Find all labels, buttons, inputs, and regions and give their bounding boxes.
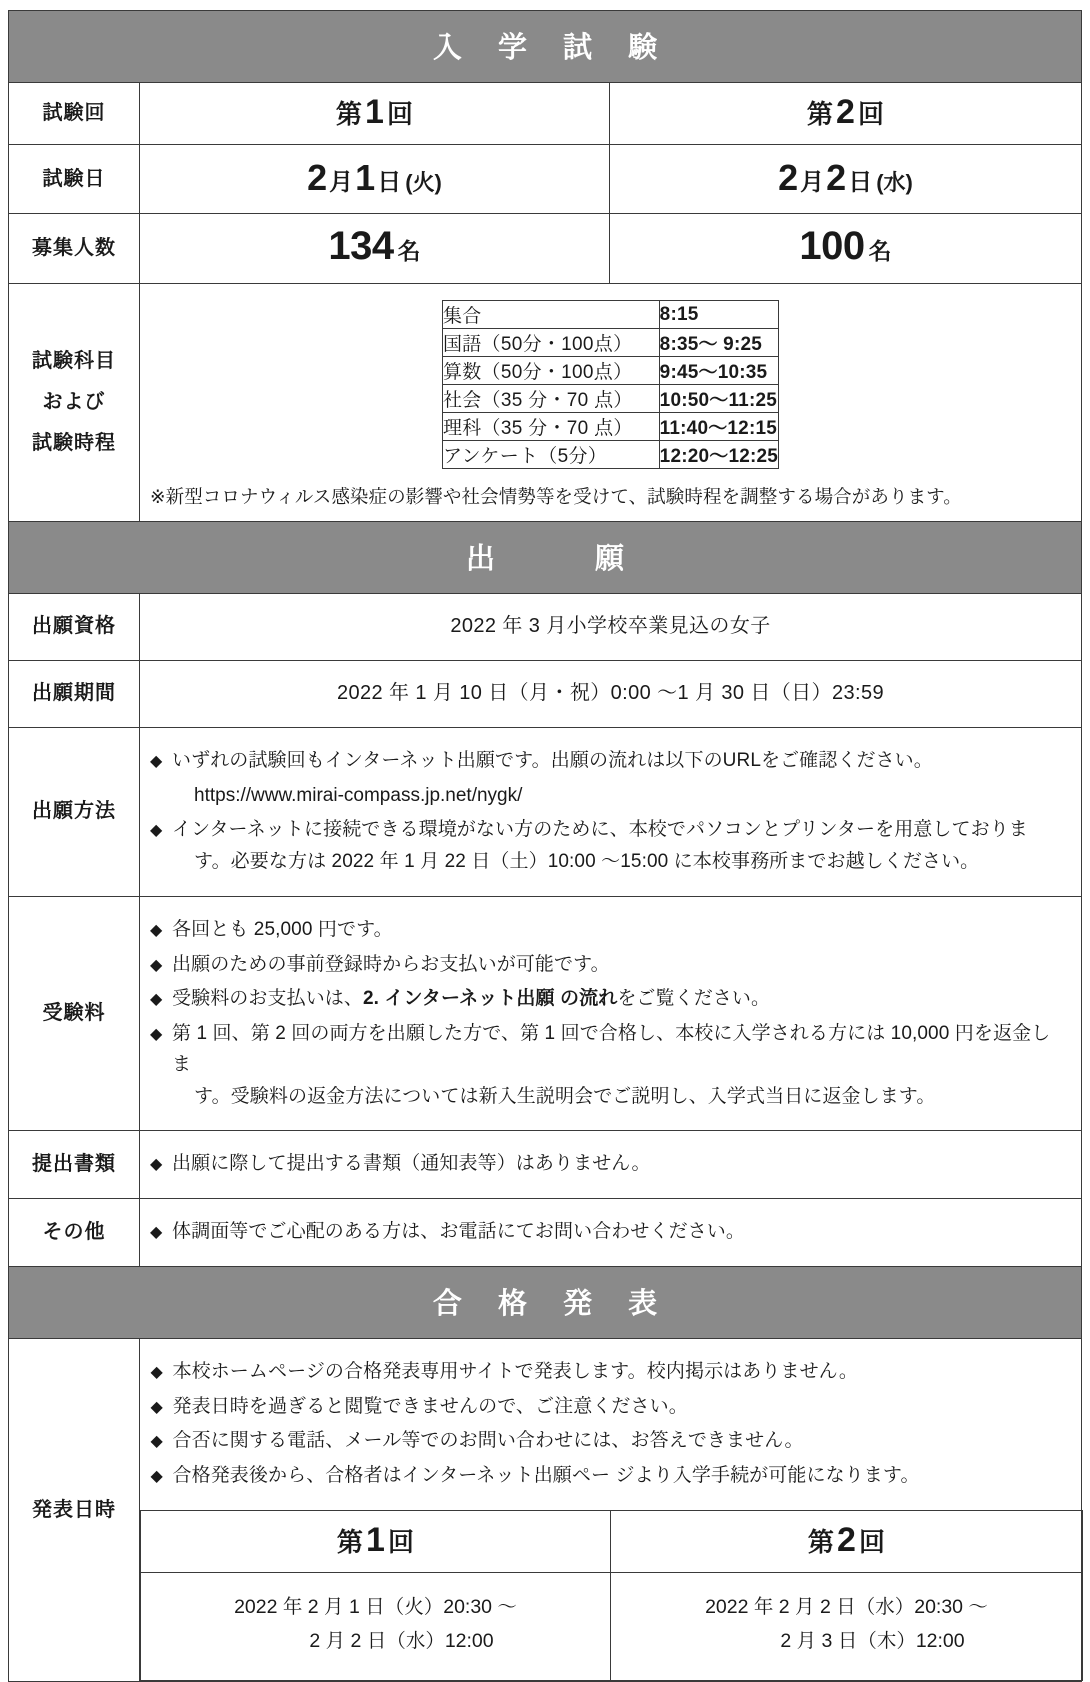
list-item (150, 984, 1067, 1015)
exam-date-2-day-unit: 日 (848, 169, 873, 196)
exam-date-1 (140, 145, 610, 214)
list-item (150, 915, 1067, 946)
other-value (140, 1199, 1082, 1267)
list-item (151, 1426, 1069, 1457)
table-row-period (9, 660, 1082, 727)
method-bullet-list (150, 746, 1067, 878)
list-item (151, 1392, 1069, 1423)
list-item (151, 1461, 1069, 1492)
list-item (150, 1019, 1067, 1112)
exam-date-1-month-unit: 月 (329, 169, 354, 196)
results-value (140, 1338, 1082, 1681)
admission-table (8, 10, 1082, 1682)
results-note-1: 本校ホームページの合格発表専用サイトで発表します。校内掲示はありません。 (172, 1360, 859, 1382)
exam-timetable (442, 300, 779, 469)
exam-date-2-month-unit: 月 (800, 169, 825, 196)
timetable-row (442, 441, 778, 469)
timetable-row (442, 329, 778, 357)
diamond-bullet-icon: ◆ (150, 1363, 163, 1381)
table-row-fee (9, 896, 1082, 1131)
table-row-exam-capacity (9, 214, 1082, 284)
section-title-application: 出 願 (9, 521, 1082, 593)
timetable-subject: 社会（35 分・70 点） (442, 385, 659, 413)
results-round-1-prefix: 第 (337, 1527, 364, 1557)
exam-capacity-2-unit: 名 (868, 238, 892, 264)
results-notes-row (141, 1339, 1083, 1511)
method-bullet-2-line2: す。必要な方は 2022 年 1 月 22 日（土）10:00 〜15:00 に本校事務所までお越しください。 (194, 851, 980, 873)
diamond-bullet-icon: ◆ (150, 1156, 163, 1174)
results-round-1 (141, 1511, 611, 1573)
diamond-bullet-icon: ◆ (150, 921, 163, 939)
table-row-exam-round (9, 83, 1082, 145)
exam-capacity-1-unit: 名 (397, 238, 421, 264)
results-date-2-line2: 2 月 3 日（木）12:00 (780, 1629, 965, 1652)
diamond-bullet-icon: ◆ (150, 991, 163, 1009)
timetable-time: 9:45〜10:35 (659, 357, 778, 385)
other-text: 体調面等でご心配のある方は、お電話にてお問い合わせください。 (172, 1221, 746, 1243)
exam-round-1-suffix: 回 (386, 99, 413, 129)
timetable-subject: 理科（35 分・70 点） (442, 413, 659, 441)
row-label-exam-timetable-line1: 試験科目 (32, 349, 116, 372)
timetable-subject: 集合 (442, 301, 659, 329)
diamond-bullet-icon: ◆ (150, 1433, 163, 1451)
row-label-exam-date: 試験日 (9, 145, 140, 214)
row-label-exam-timetable (9, 284, 140, 522)
list-item (150, 815, 1067, 878)
diamond-bullet-icon: ◆ (150, 822, 163, 840)
results-date-1-line2: 2 月 2 日（水）12:00 (309, 1629, 494, 1652)
fee-bullet-3-post: をご覧ください。 (617, 988, 771, 1010)
results-subtable (140, 1339, 1083, 1681)
results-note-2: 発表日時を過ぎると閲覧できませんので、ご注意ください。 (172, 1395, 688, 1417)
period-value: 2022 年 1 月 10 日（月・祝）0:00 〜1 月 30 日（日）23:59 (140, 660, 1082, 727)
exam-capacity-1 (140, 214, 610, 284)
timetable-time: 12:20〜12:25 (659, 441, 778, 469)
fee-bullet-list (150, 915, 1067, 1113)
table-row-results (9, 1338, 1082, 1681)
table-row-documents (9, 1131, 1082, 1199)
results-date-2-line1: 2022 年 2 月 2 日（水）20:30 〜 (705, 1596, 988, 1618)
table-row-other (9, 1199, 1082, 1267)
row-label-exam-capacity: 募集人数 (9, 214, 140, 284)
exam-date-1-day-unit: 日 (377, 169, 402, 196)
exam-round-2-number: 2 (836, 93, 855, 131)
exam-round-1 (140, 83, 610, 145)
fee-bullet-4-line1: 第 1 回、第 2 回の両方を出願した方で、第 1 回で合格し、本校に入学される方には 10,000 円を返金しま (172, 1023, 1051, 1075)
row-label-period: 出願期間 (9, 660, 140, 727)
method-bullet-2-line1: インターネットに接続できる環境がない方のために、本校でパソコンとプリンターを用意しておりま (172, 819, 1028, 841)
table-row-eligibility (9, 593, 1082, 660)
row-label-results: 発表日時 (9, 1338, 140, 1681)
results-round-1-suffix: 回 (387, 1527, 414, 1557)
list-item (150, 746, 1067, 777)
exam-date-2 (610, 145, 1082, 214)
section-band-row-exam (9, 11, 1082, 83)
timetable-row (442, 385, 778, 413)
method-value (140, 727, 1082, 896)
diamond-bullet-icon: ◆ (150, 1026, 163, 1044)
exam-date-2-month: 2 (778, 157, 799, 198)
table-row-method (9, 727, 1082, 896)
diamond-bullet-icon: ◆ (150, 1224, 163, 1242)
row-label-fee: 受験料 (9, 896, 140, 1131)
results-round-2-number: 2 (837, 1521, 856, 1559)
exam-round-1-number: 1 (365, 93, 384, 131)
fee-bullet-2-text: 出願のための事前登録時からお支払いが可能です。 (172, 953, 610, 975)
row-label-eligibility: 出願資格 (9, 593, 140, 660)
diamond-bullet-icon: ◆ (150, 1468, 163, 1486)
exam-date-2-weekday: (水) (876, 170, 913, 195)
section-band-row-application (9, 521, 1082, 593)
exam-round-2 (610, 83, 1082, 145)
results-note-4: 合格発表後から、合格者はインターネット出願ペー ジより入学手続が可能になります。 (172, 1465, 920, 1487)
timetable-row (442, 357, 778, 385)
exam-round-1-prefix: 第 (336, 99, 363, 129)
row-label-exam-round: 試験回 (9, 83, 140, 145)
timetable-subject: 国語（50分・100点） (442, 329, 659, 357)
results-round-2-prefix: 第 (808, 1527, 835, 1557)
timetable-time: 8:15 (659, 301, 778, 329)
results-round-2-suffix: 回 (858, 1527, 885, 1557)
timetable-subject: 算数（50分・100点） (442, 357, 659, 385)
exam-date-1-month: 2 (307, 157, 328, 198)
row-label-documents: 提出書類 (9, 1131, 140, 1199)
list-item (150, 950, 1067, 981)
timetable-subject: アンケート（5分） (442, 441, 659, 469)
documents-value (140, 1131, 1082, 1199)
row-label-exam-timetable-line2: および (42, 390, 106, 413)
section-band-row-results (9, 1266, 1082, 1338)
fee-bullet-1-text: 各回とも 25,000 円です。 (172, 918, 393, 940)
exam-date-2-day: 2 (826, 157, 847, 198)
exam-capacity-2 (610, 214, 1082, 284)
method-bullet-1-text: いずれの試験回もインターネット出願です。出願の流れは以下のURLをご確認ください。 (172, 749, 933, 771)
diamond-bullet-icon: ◆ (150, 752, 163, 770)
results-round-header-row (141, 1511, 1083, 1573)
exam-round-2-prefix: 第 (807, 99, 834, 129)
exam-timetable-cell (140, 284, 1082, 522)
list-item (151, 1357, 1069, 1388)
exam-date-1-weekday: (火) (405, 170, 442, 195)
timetable-row (442, 413, 778, 441)
exam-date-1-day: 1 (355, 157, 376, 198)
results-note-3: 合否に関する電話、メール等でのお問い合わせには、お答えできません。 (172, 1430, 804, 1452)
exam-capacity-1-number: 134 (328, 224, 394, 268)
eligibility-value: 2022 年 3 月小学校卒業見込の女子 (140, 593, 1082, 660)
results-round-1-number: 1 (366, 1521, 385, 1559)
fee-bullet-3-emphasis: 2. インターネット出願 の流れ (363, 988, 618, 1010)
results-note-list (151, 1357, 1069, 1492)
table-row-exam-timetable (9, 284, 1082, 522)
results-date-2 (611, 1573, 1083, 1681)
exam-capacity-2-number: 100 (799, 224, 865, 268)
results-date-1 (141, 1573, 611, 1681)
section-title-exam: 入 学 試 験 (9, 11, 1082, 83)
exam-timetable-note: ※新型コロナウィルス感染症の影響や社会情勢等を受けて、試験時程を調整する場合があります。 (150, 486, 962, 507)
list-item (150, 1217, 1067, 1248)
results-round-2 (611, 1511, 1083, 1573)
fee-bullet-4-line2: す。受験料の返金方法については新入生説明会でご説明し、入学式当日に返金します。 (194, 1085, 936, 1107)
exam-round-2-suffix: 回 (857, 99, 884, 129)
row-label-exam-timetable-line3: 試験時程 (32, 431, 116, 454)
list-item (150, 1149, 1067, 1180)
table-row-exam-date (9, 145, 1082, 214)
results-notes (141, 1339, 1083, 1511)
results-date-1-line1: 2022 年 2 月 1 日（火）20:30 〜 (234, 1596, 517, 1618)
timetable-row (442, 301, 778, 329)
results-date-row (141, 1573, 1083, 1681)
timetable-time: 11:40〜12:15 (659, 413, 778, 441)
documents-text: 出願に際して提出する書類（通知表等）はありません。 (172, 1153, 651, 1175)
fee-value (140, 896, 1082, 1131)
row-label-other: その他 (9, 1199, 140, 1267)
diamond-bullet-icon: ◆ (150, 1398, 163, 1416)
section-title-results: 合 格 発 表 (9, 1266, 1082, 1338)
diamond-bullet-icon: ◆ (150, 956, 163, 974)
fee-bullet-3-pre: 受験料のお支払いは、 (172, 988, 364, 1010)
row-label-method: 出願方法 (9, 727, 140, 896)
timetable-time: 8:35〜 9:25 (659, 329, 778, 357)
method-url: https://www.mirai-compass.jp.net/nygk/ (194, 784, 523, 806)
timetable-time: 10:50〜11:25 (659, 385, 778, 413)
